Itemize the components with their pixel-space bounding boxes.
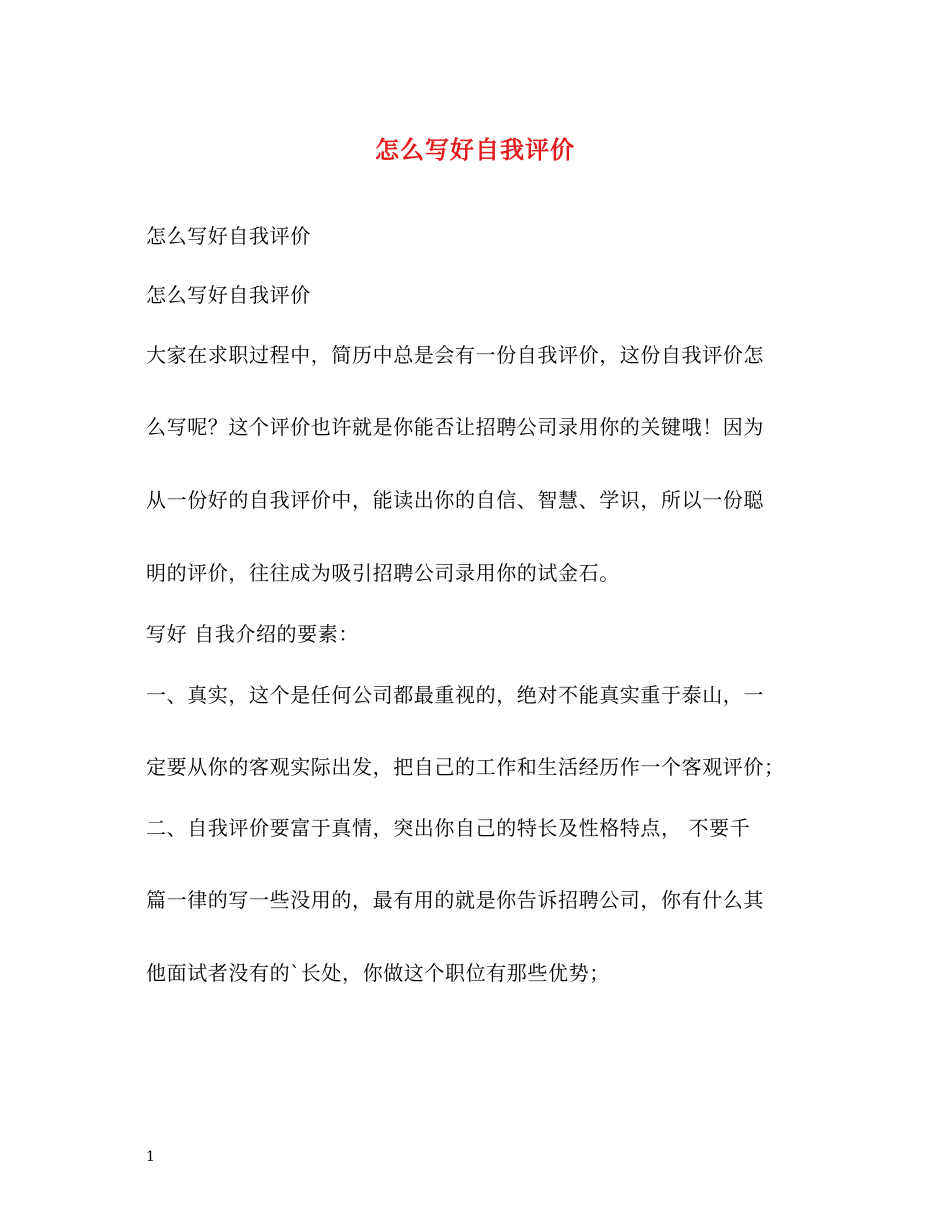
text-line-2: 怎么写好自我评价: [146, 283, 311, 307]
text-line-1: 怎么写好自我评价: [146, 224, 311, 248]
text-line-4: 么写呢？这个评价也许就是你能否让招聘公司录用你的关键哦！因为: [146, 415, 764, 439]
text-line-11: 篇一律的写一些没用的，最有用的就是你告诉招聘公司，你有什么其: [146, 888, 764, 912]
text-line-8: 一、真实，这个是任何公司都最重视的，绝对不能真实重于泰山，一: [146, 683, 764, 707]
text-line-5: 从一份好的自我评价中，能读出你的自信、智慧、学识，所以一份聪: [146, 488, 764, 512]
text-line-9: 定要从你的客观实际出发，把自己的工作和生活经历作一个客观评价；: [146, 755, 785, 779]
page-number: 1: [146, 1149, 155, 1165]
text-line-3: 大家在求职过程中，简历中总是会有一份自我评价，这份自我评价怎: [146, 343, 764, 367]
document-title: 怎么写好自我评价: [375, 135, 575, 164]
text-line-6: 明的评价，往往成为吸引招聘公司录用你的试金石。: [146, 561, 620, 585]
text-line-12: 他面试者没有的`长处，你做这个职位有那些优势；: [146, 961, 610, 985]
text-line-10: 二、自我评价要富于真情，突出你自己的特长及性格特点， 不要千: [146, 816, 751, 840]
text-line-7: 写好 自我介绍的要素：: [146, 622, 359, 646]
